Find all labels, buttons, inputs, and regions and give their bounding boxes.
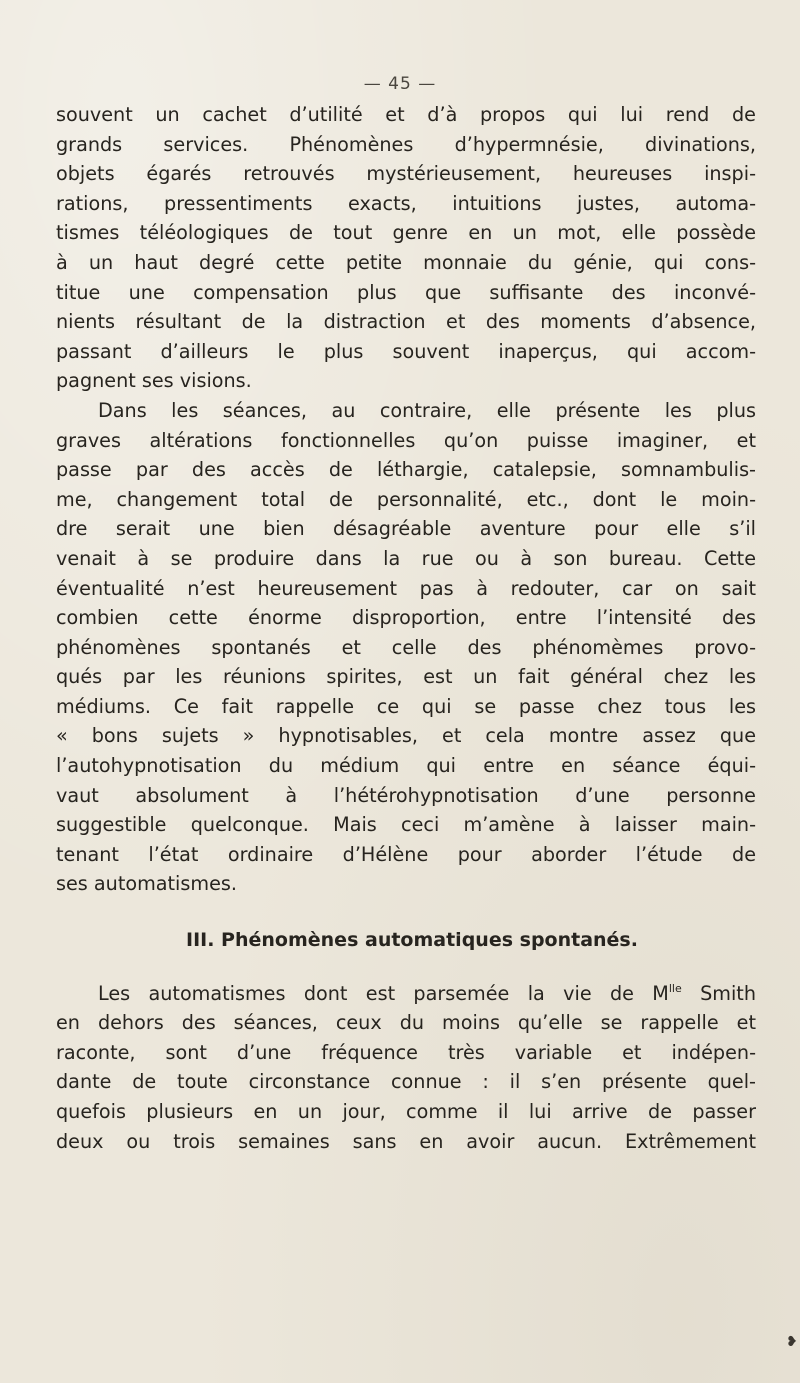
paragraph-3 [56, 979, 756, 1157]
text-line: dre serait une bien désagréable aventure pour elle s’il [56, 517, 756, 541]
text-line: grands services. Phénomènes d’hypermnésie, divinations, [56, 132, 756, 156]
text-line: combien cette énorme disproportion, entre l’intensité des [56, 606, 756, 630]
text-line: passe par des accès de léthargie, catalepsie, somnambulis- [56, 458, 756, 482]
text-line: dante de toute circonstance connue : il s’en présente quel- [56, 1070, 756, 1094]
paragraph-2 [56, 396, 756, 899]
text-line: vaut absolument à l’hétérohypnotisation d’une personne [56, 783, 756, 807]
text-line: passant d’ailleurs le plus souvent inaperçus, qui accom- [56, 339, 756, 363]
text-line: qués par les réunions spirites, est un fait général chez les [56, 665, 756, 689]
text-line: « bons sujets » hypnotisables, et cela montre assez que [56, 724, 756, 748]
text-line: suggestible quelconque. Mais ceci m’amène à laisser main- [56, 813, 756, 837]
page-number: — 45 — [363, 74, 437, 94]
text-line: pagnent ses visions. [56, 369, 252, 393]
text-line: l’autohypnotisation du médium qui entre en séance équi- [56, 754, 756, 778]
text-line: à un haut degré cette petite monnaie du génie, qui cons- [56, 250, 756, 274]
text-line: phénomènes spontanés et celle des phénomèmes provo- [56, 635, 756, 659]
text-line: venait à se produire dans la rue ou à son bureau. Cette [56, 546, 756, 570]
text-line: souvent un cachet d’utilité et d’à propos qui lui rend de [56, 103, 756, 126]
section-heading: III. Phénomènes automatiques spontanés. [186, 929, 638, 952]
text-line: éventualité n’est heureusement pas à redouter, car on sait [56, 576, 756, 600]
paragraph-1 [56, 100, 756, 396]
text-line: raconte, sont d’une fréquence très variable et indépen- [56, 1040, 756, 1064]
text-line: nients résultant de la distraction et des moments d’absence, [56, 310, 756, 334]
text-line: me, changement total de personnalité, etc., dont le moin- [56, 487, 756, 511]
text-segment: Smith [681, 981, 756, 1005]
superscript-abbreviation: lle [668, 981, 682, 995]
text-line: tismes téléologiques de tout genre en un mot, elle possède [56, 221, 756, 245]
text-line: médiums. Ce fait rappelle ce qui se passe chez tous les [56, 694, 756, 718]
text-line: deux ou trois semaines sans en avoir aucun. Extrêmement [56, 1129, 756, 1153]
text-line: graves altérations fonctionnelles qu’on puisse imaginer, et [56, 428, 756, 452]
ink-speck-mark: ❥ [786, 1334, 798, 1350]
body-text [56, 100, 756, 1156]
text-line: en dehors des séances, ceux du moins qu’elle se rappelle et [56, 1011, 756, 1035]
text-line: rations, pressentiments exacts, intuitions justes, automa- [56, 191, 756, 215]
text-line: objets égarés retrouvés mystérieusement, heureuses inspi- [56, 162, 756, 186]
text-segment: Les automatismes dont est parsemée la vie de M [98, 981, 669, 1005]
text-line: titue une compensation plus que suffisante des inconvé- [56, 280, 756, 304]
text-line: ses automatismes. [56, 872, 237, 896]
text-line [56, 979, 756, 1009]
text-line: Dans les séances, au contraire, elle présente les plus [98, 398, 756, 422]
text-line: tenant l’état ordinaire d’Hélène pour aborder l’étude de [56, 842, 756, 866]
text-line: quefois plusieurs en un jour, comme il lui arrive de passer [56, 1100, 756, 1123]
